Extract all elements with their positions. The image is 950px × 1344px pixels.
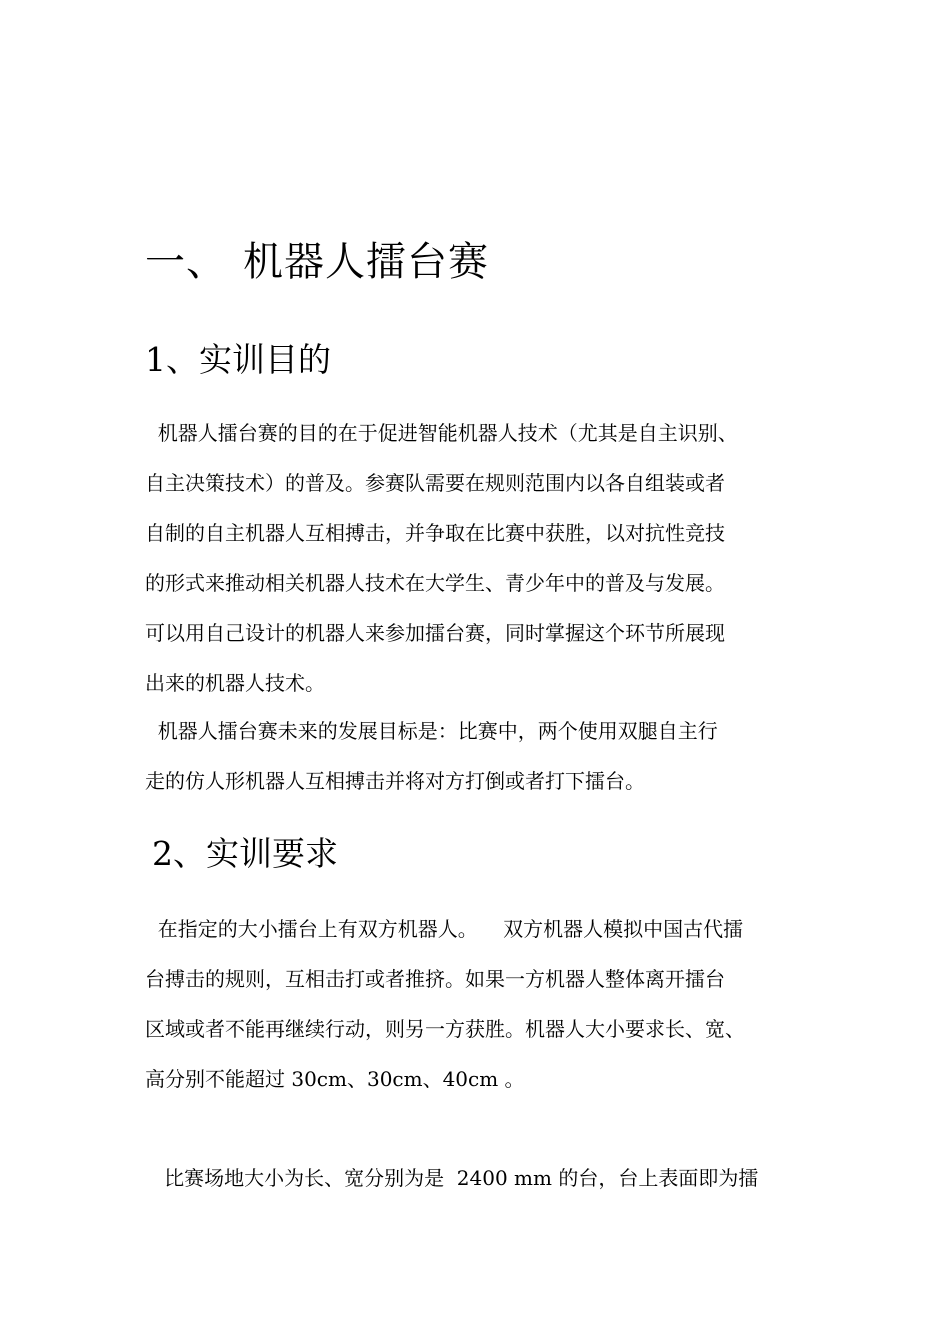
main-heading-text: 机器人擂台赛 [243,239,489,285]
text-line: 区域或者不能再继续行动，则另一方获胜。机器人大小要求长、宽、 [145,1017,745,1041]
paragraph-requirements-1 [145,904,835,1104]
paragraph-requirements-2 [145,1153,835,1203]
text-line: 高分别不能超过 30cm、30cm、40cm 。 [145,1067,525,1091]
text-line: 自制的自主机器人互相搏击，并争取在比赛中获胜，以对抗性竞技 [145,521,725,545]
text-line: 台搏击的规则，互相击打或者推挤。如果一方机器人整体离开擂台 [145,967,725,991]
text-line: 自主决策技术）的普及。参赛队需要在规则范围内以各自组装或者 [145,471,725,495]
main-heading [145,236,489,288]
text-line: 比赛场地大小为长、宽分别为是 2400 mm 的台，台上表面即为擂 [145,1166,759,1190]
text-line: 在指定的大小擂台上有双方机器人。 双方机器人模拟中国古代擂 [145,917,744,941]
main-heading-number: 一、 [145,239,227,285]
section-title-2: 2、实训要求 [152,834,338,873]
text-line: 机器人擂台赛未来的发展目标是：比赛中，两个使用双腿自主行 [145,719,718,743]
text-line: 的形式来推动相关机器人技术在大学生、青少年中的普及与发展。 [145,571,725,595]
text-line: 走的仿人形机器人互相搏击并将对方打倒或者打下擂台。 [145,769,645,793]
section-title-1: 1、实训目的 [145,340,331,379]
text-line: 可以用自己设计的机器人来参加擂台赛，同时掌握这个环节所展现 [145,621,725,645]
text-line: 出来的机器人技术。 [145,671,325,695]
paragraph-purpose-2 [145,706,835,806]
text-line: 机器人擂台赛的目的在于促进智能机器人技术（尤其是自主识别、 [145,421,738,445]
paragraph-purpose-1 [145,408,835,708]
